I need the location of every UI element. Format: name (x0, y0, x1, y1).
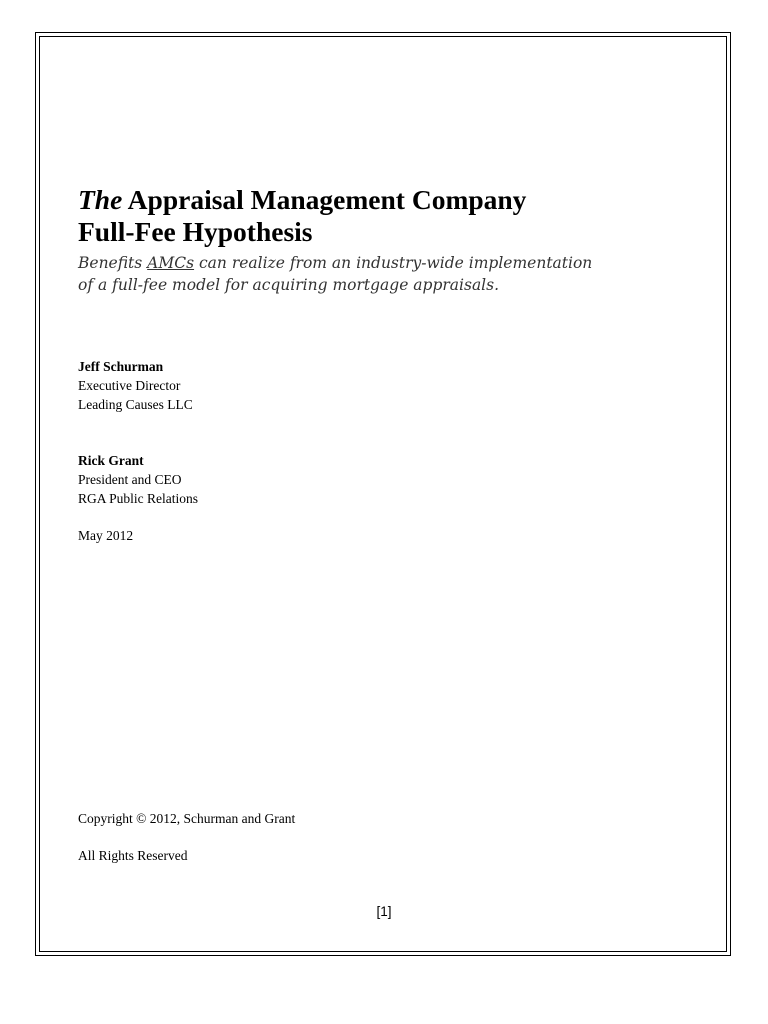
publication-date: May 2012 (78, 528, 134, 543)
author-name: Rick Grant (78, 453, 144, 468)
title-line1-rest: Appraisal Management Company (122, 184, 527, 215)
rights-notice: All Rights Reserved (78, 848, 188, 863)
subtitle-line1-post: can realize from an industry-wide implementation (194, 254, 593, 272)
page-number: [1] (376, 904, 392, 919)
title-lead-word: The (78, 184, 123, 215)
author-block-2 (78, 451, 198, 508)
subtitle-line1-pre: Benefits (78, 254, 148, 272)
document-subtitle (78, 252, 678, 296)
title-line2: Full-Fee Hypothesis (78, 216, 313, 247)
author-name: Jeff Schurman (78, 359, 164, 374)
author-org: RGA Public Relations (78, 491, 199, 506)
author-org: Leading Causes LLC (78, 397, 193, 412)
author-block-1 (78, 357, 193, 414)
subtitle-abbr-amcs: AMCs (147, 254, 195, 272)
subtitle-line2: of a full-fee model for acquiring mortgage appraisals. (78, 276, 500, 294)
copyright-notice: Copyright © 2012, Schurman and Grant (78, 811, 296, 826)
author-role: President and CEO (78, 472, 182, 487)
document-title (78, 184, 526, 248)
author-role: Executive Director (78, 378, 181, 393)
